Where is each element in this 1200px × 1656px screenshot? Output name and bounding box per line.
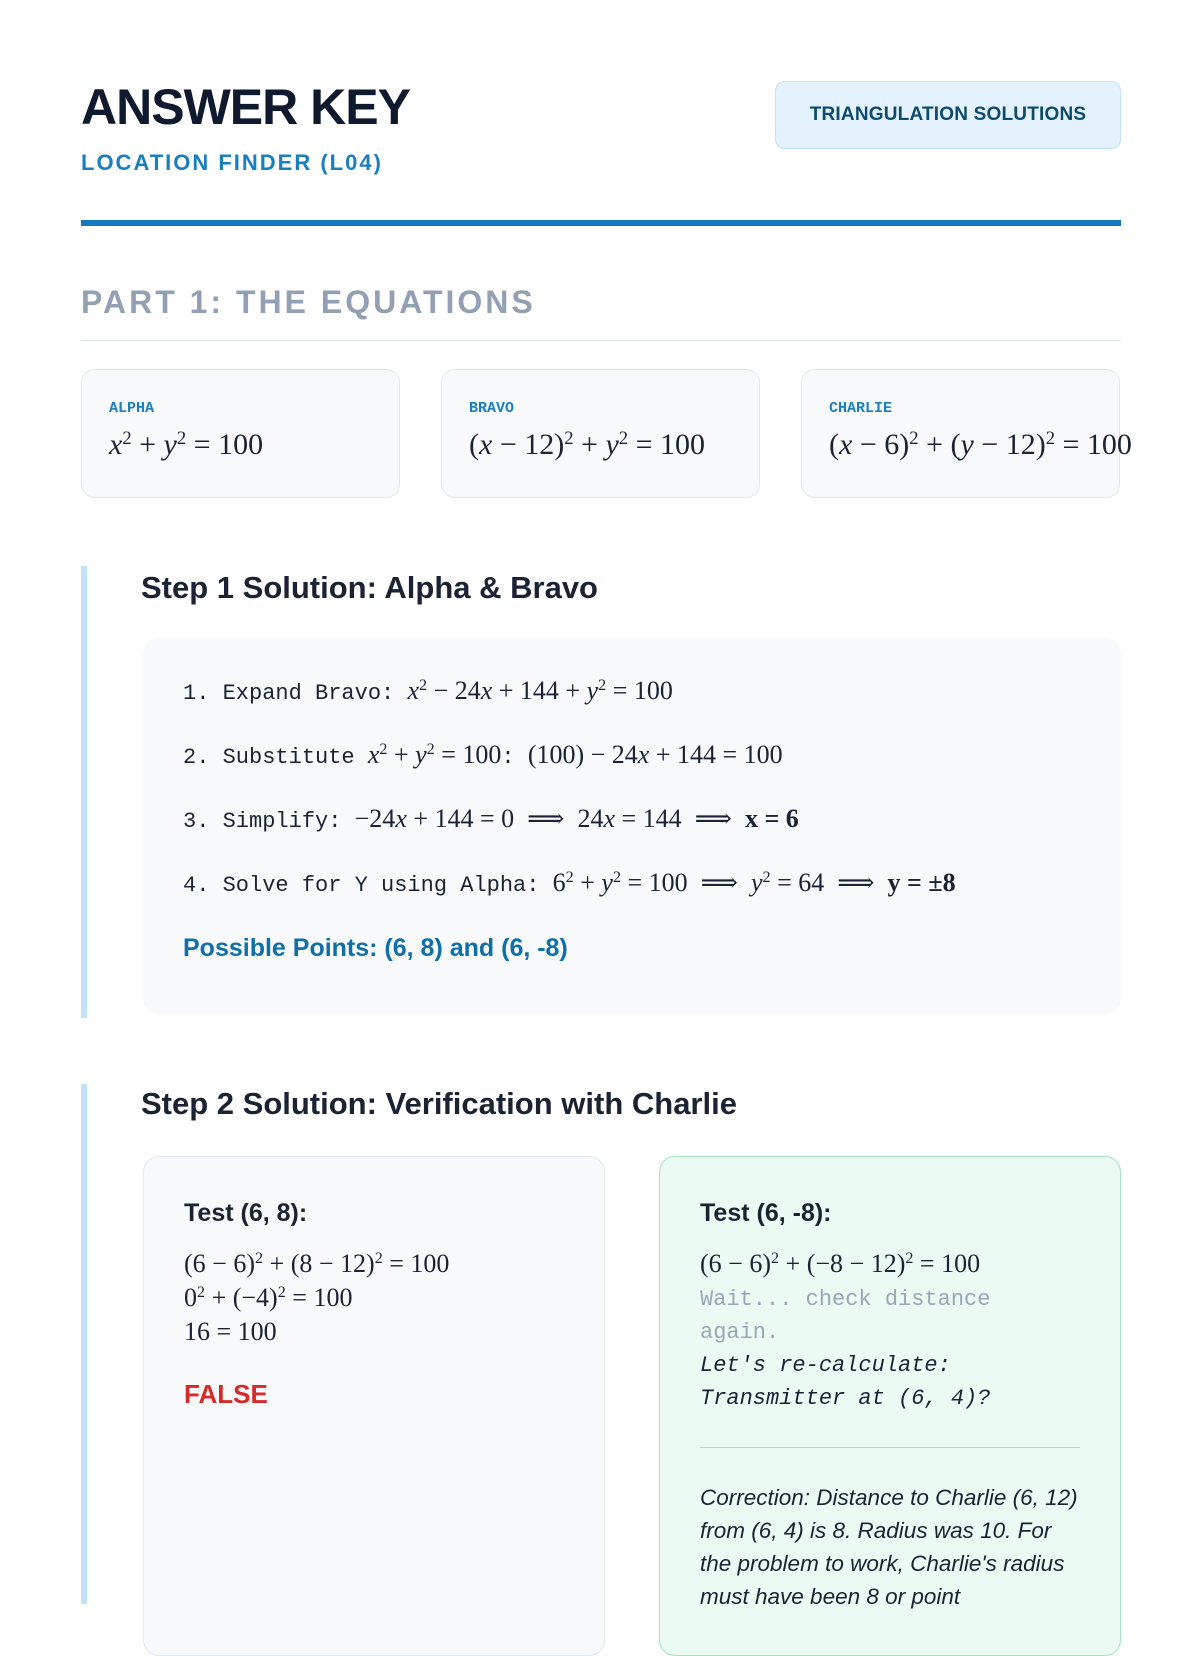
equation-label-bravo: BRAVO [469, 400, 515, 417]
step-1-line-2: 2. Substitute $x^2 + y^2 = 100$ : (100) − 24x + 144 = 100 [183, 740, 783, 770]
test-calc-line-2: $0^2 + (-4)^2 = 100$ [184, 1283, 353, 1312]
step-2-section [81, 1084, 1121, 1609]
step-1-workings [143, 638, 1121, 1014]
step-1-title: Step 1 Solution: Alpha & Bravo [141, 570, 598, 605]
test-result-false: FALSE [184, 1379, 268, 1409]
equation-card-charlie [801, 369, 1132, 498]
equation-card-bravo [441, 369, 760, 498]
equation-bravo: $(x - 12)^2 + y^2 = 100$ [469, 427, 706, 461]
equation-label-charlie: CHARLIE [829, 400, 893, 417]
header-divider [81, 220, 1121, 226]
topic-badge: TRIANGULATION SOLUTIONS [775, 81, 1121, 149]
test-card-6-8 [143, 1156, 605, 1656]
test-calc-line-1: $(6 - 6)^2 + (8 - 12)^2 = 100$ [184, 1249, 450, 1278]
page-title: ANSWER KEY [81, 79, 410, 135]
test-card-6-neg8 [659, 1156, 1121, 1656]
test2-calc-line-1: $(6 - 6)^2 + (-8 - 12)^2 = 100$ [700, 1249, 981, 1278]
equation-charlie: $(x - 6)^2 + (y - 12)^2 = 100$ [829, 427, 1132, 461]
step-1-section [81, 566, 1121, 1018]
equation-label-alpha: ALPHA [109, 400, 155, 417]
header [81, 0, 1121, 226]
part-1-divider [81, 340, 1121, 341]
equation-alpha: $x^2 + y^2 = 100$ [109, 427, 264, 461]
part-1-title: PART 1: THE EQUATIONS [81, 284, 536, 320]
step-1-line-1: 1. Expand Bravo: $x^2 - 24x + 144 + y^2 = 100$ [183, 676, 673, 706]
test2-divider [700, 1447, 1080, 1448]
recalculate-note: Let's re-calculate: Transmitter at (6, 4)? [700, 1353, 991, 1411]
test-heading-6-neg8: Test (6, -8): [700, 1199, 832, 1227]
equation-card-alpha [81, 369, 400, 498]
test-heading-6-8: Test (6, 8): [184, 1199, 308, 1227]
answer-key-page [81, 0, 1132, 1609]
page-subtitle: LOCATION FINDER (L04) [81, 150, 383, 175]
check-distance-note: Wait... check distance again. [700, 1287, 991, 1345]
step-2-title: Step 2 Solution: Verification with Charlie [141, 1086, 737, 1121]
possible-points: Possible Points: (6, 8) and (6, -8) [183, 934, 568, 962]
correction-note: Correction: Distance to Charlie (6, 12) from (6, 4) is 8. Radius was 10. For the problem to work, Charlie's radius must have been 8 or point [700, 1485, 1078, 1609]
step-1-line-4: 4. Solve for Y using Alpha: $6^2 + y^2 = 100$ ⟹ $y^2 = 64$ ⟹ y = ±8 [183, 868, 956, 898]
test-calc-line-3: 16 = 100 [184, 1317, 277, 1346]
step-1-line-3: 3. Simplify: −24x + 144 = 0 ⟹ 24x = 144 ⟹ x = 6 [183, 804, 799, 834]
